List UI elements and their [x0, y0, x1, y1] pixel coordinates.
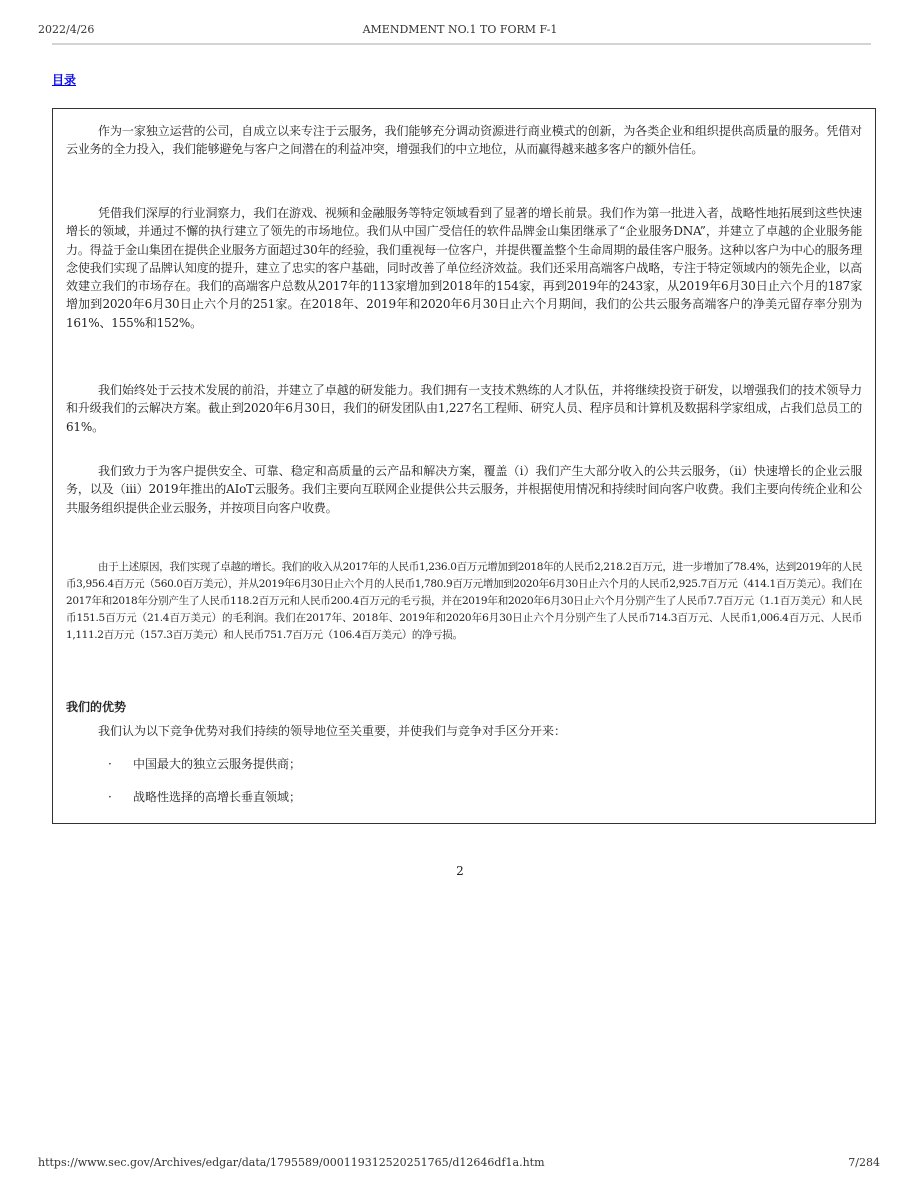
header-divider — [52, 43, 871, 45]
footer-page-count: 7/284 — [848, 1156, 880, 1169]
paragraph-financial-growth: 由于上述原因，我们实现了卓越的增长。我们的收入从2017年的人民币1,236.0百万元增加到2018年的人民币2,218.2百万元，进一步增加了78.4%，达到2019年的人民币3,956.4百万元（560.0百万美元），并从2019年6月30日止六个月的人民币1,780.9百万元增加到2020年6月30日止六个月的人民币2,925.7百万元（414.1百万美元）。我们在2017年和2018年分别产生了人民币118.2百万元和人民币200.4百万元的毛亏损，并在2019年和2020年6月30日止六个月分别产生了人民币7.7百万元（1.1百万美元）和人民币151.5百万元（21.4百万美元）的毛利润。我们在2017年、2018年、2019年和2020年6月30日止六个月分别产生了人民币714.3百万元、人民币1,006.4百万元、人民币1,111.2百万元（157.3百万美元）和人民币751.7百万元（106.4百万美元）的净亏损。 — [66, 561, 862, 641]
section-heading: 我们的优势 — [66, 700, 127, 714]
page-number: 2 — [456, 864, 464, 878]
paragraph-products: 我们致力于为客户提供安全、可靠、稳定和高质量的云产品和解决方案，覆盖（i）我们产生大部分收入的公共云服务，（ii）快速增长的企业云服务，以及（iii）2019年推出的AIoT云服务。我们主要向互联网企业提供公共云服务，并根据使用情况和持续时间向客户收费。我们主要向传统企业和公共服务组织提供企业云服务，并按项目向客户收费。 — [66, 464, 862, 515]
bullet-text: 战略性选择的高增长垂直领域； — [133, 790, 302, 804]
header-date: 2022/4/26 — [38, 23, 95, 36]
header-title: AMENDMENT NO.1 TO FORM F-1 — [362, 23, 558, 36]
content-box — [52, 108, 876, 824]
toc-link[interactable]: 目录 — [52, 73, 77, 87]
list-item — [108, 755, 301, 772]
bullet-marker: · — [108, 757, 112, 771]
bullet-marker: · — [108, 790, 112, 804]
list-item — [108, 788, 301, 805]
paragraph-rd-capability: 我们始终处于云技术发展的前沿，并建立了卓越的研发能力。我们拥有一支技术熟练的人才队伍，并将继续投资于研发，以增强我们的技术领导力和升级我们的云解决方案。截止到2020年6月30日，我们的研发团队由1,227名工程师、研究人员、程序员和计算机及数据科学家组成，占我们总员工的61%。 — [66, 383, 862, 434]
footer-url: https://www.sec.gov/Archives/edgar/data/1795589/000119312520251765/d12646df1a.htm — [38, 1156, 545, 1169]
bullet-text: 中国最大的独立云服务提供商； — [133, 757, 302, 771]
paragraph-independence: 作为一家独立运营的公司，自成立以来专注于云服务，我们能够充分调动资源进行商业模式的创新，为各类企业和组织提供高质量的服务。凭借对云业务的全力投入，我们能够避免与客户之间潜在的利益冲突，增强我们的中立地位，从而赢得越来越多客户的额外信任。 — [66, 124, 862, 157]
section-intro: 我们认为以下竞争优势对我们持续的领导地位至关重要，并使我们与竞争对手区分开来： — [98, 724, 567, 738]
paragraph-industry-insight: 凭借我们深厚的行业洞察力，我们在游戏、视频和金融服务等特定领域看到了显著的增长前景。我们作为第一批进入者，战略性地拓展到这些快速增长的领域，并通过不懈的执行建立了领先的市场地位。我们从中国广受信任的软件品牌金山集团继承了“企业服务DNA”，并建立了卓越的企业服务能力。得益于金山集团在提供企业服务方面超过30年的经验，我们重视每一位客户，并提供覆盖整个生命周期的最佳客户服务。这种以客户为中心的服务理念使我们实现了品牌认知度的提升，建立了忠实的客户基础，同时改善了单位经济效益。我们还采用高端客户战略，专注于特定领域内的领先企业，以高效建立我们的市场存在。我们的高端客户总数从2017年的113家增加到2018年的154家，再到2019年的243家，从2019年6月30日止六个月的187家增加到2020年6月30日止六个月的251家。在2018年、2019年和2020年6月30日止六个月期间，我们的公共云服务高端客户的净美元留存率分别为161%、155%和152%。 — [66, 206, 862, 330]
